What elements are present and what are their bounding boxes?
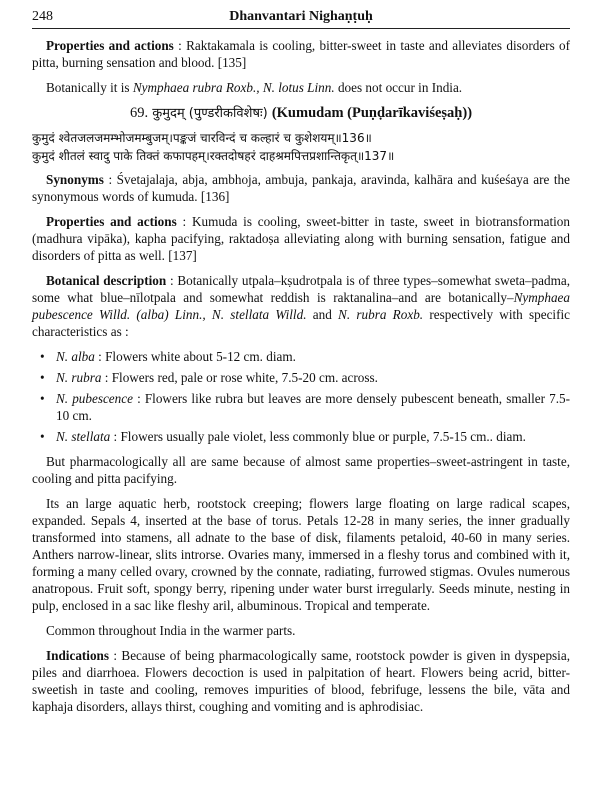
species-name: N. alba: [56, 349, 95, 364]
page-number: 248: [32, 9, 53, 24]
species-list: [32, 348, 570, 445]
text-synonyms: : Śvetajalaja, abja, ambhoja, ambuja, pankaja, aravinda, kalhāra and kuśeśaya are the synonymous words of kumuda. [136]: [32, 172, 570, 204]
sanskrit-verses: [32, 129, 570, 165]
label-synonyms: Synonyms: [46, 172, 104, 187]
pharmacology-paragraph: But pharmacologically all are same because of almost same properties–sweet-astringent in taste, cooling and pitta pacifying.: [32, 454, 570, 486]
species-text: : Flowers red, pale or rose white, 7.5-20 cm. across.: [101, 370, 378, 385]
distribution-paragraph: Common throughout India in the warmer parts.: [46, 623, 296, 638]
list-item: [32, 390, 570, 424]
section-sanskrit: कुमुदम् (पुण्डरीकविशेषः): [148, 106, 272, 121]
botanical-note-italic: Nymphaea rubra Roxb., N. lotus Linn.: [132, 80, 335, 95]
verse-line: कुमुदं शीतलं स्वादु पाके तिक्तं कफापहम्।रक्तदोषहरं दाहश्रमपित्तप्रशान्तिकृत्॥137॥: [32, 149, 395, 163]
text-properties: : Kumuda is cooling, sweet-bitter in taste, sweet in biotransformation (madhura vipāka), kapha pacifying, raktadoṣa alleviating along with burning sensation, fatigue and disorders of pitta as well. [137]: [32, 214, 570, 263]
botdesc-text: respectively with specific characteristics as :: [32, 307, 571, 339]
text-indications: : Because of being pharmacologically same, rootstock powder is given in dyspepsia, piles and diarrhoea. Flowers decoction is used in palpitation of heart. Flowers being acrid, bitter-sweetish in taste and cooling, removes impurities of blood, febrifuge, lessens the bile, vāta and kaphaja disorders, allays thirst, coughing and vomiting and is aphrodisiac.: [32, 648, 570, 714]
list-item: [32, 428, 570, 445]
botdesc-text: : Botanically utpala–kṣudrotpala is of three types–somewhat sweta–padma, some what blue–nīlotpala and somewhat reddish is raktanalina–and are botanically–: [32, 273, 571, 305]
running-title: Dhanvantari Nighaṇṭuḥ: [229, 9, 373, 24]
label-properties: Properties and actions: [46, 214, 177, 229]
botanical-note-post: does not occur in India.: [334, 80, 463, 95]
species-name: N. rubra: [56, 370, 102, 385]
botanical-description-paragraph: [32, 272, 570, 340]
species-text: : Flowers white about 5-12 cm. diam.: [94, 349, 296, 364]
botanical-note: [32, 79, 570, 96]
species-name: N. stellata: [56, 429, 111, 444]
list-item: [32, 369, 570, 386]
label-botanical-description: Botanical description: [46, 273, 167, 288]
properties-actions-kumuda: [32, 213, 570, 264]
bullet-icon: •: [40, 429, 45, 444]
herb-description-paragraph: Its an large aquatic herb, rootstock creeping; flowers large floating on large radical scapes, expanded. Sepals 4, inserted at the base of torus. Petals 12-28 in many series, the inner gradually transformed into stamens, all adnate to the base of disk, filaments petaloid, 40-60 in many series. Anthers narrow-linear, slits introrse. Ovaries many, immersed in a fleshy torus and combined with it, forming a many celled ovary, crowned by the connate, radiating, furrowed stigmas. Ovules numerous anatropous. Fruit soft, spongy berry, ripening under water burst irregularly. Seeds minute, nesting in pulp, enclosed in a sac like fleshy aril, albuminous. Tropical and temperate.: [32, 496, 570, 613]
section-number: 69.: [129, 105, 149, 121]
bullet-icon: •: [40, 370, 45, 385]
section-heading: [32, 104, 570, 123]
indications-paragraph: [32, 647, 570, 715]
species-text: : Flowers like rubra but leaves are more densely pubescent beneath, smaller 7.5-10 cm.: [56, 391, 570, 423]
text-properties: : Raktakamala is cooling, bitter-sweet in taste and alleviates disorders of pitta, burning sensation and blood. [135]: [32, 38, 570, 70]
species-name: N. pubescence: [56, 391, 133, 406]
section-roman: (Kumudam (Puṇḍarīkaviśeṣaḥ)): [271, 105, 473, 121]
page-header: [32, 6, 570, 29]
botdesc-italic: Nymphaea pubescence Willd. (alba) Linn., N. stellata Willd.: [32, 290, 570, 322]
synonyms-paragraph: [32, 171, 570, 205]
properties-actions-raktakamala: [32, 37, 570, 71]
species-text: : Flowers usually pale violet, less commonly blue or purple, 7.5-15 cm.. diam.: [110, 429, 526, 444]
verse-line: कुमुदं श्वेतजलजमम्भोजमम्बुजम्।पङ्कजं चारविन्दं च कल्हारं च कुशेशयम्॥136॥: [32, 131, 372, 145]
label-indications: Indications: [46, 648, 110, 663]
list-item: [32, 348, 570, 365]
botdesc-text: and: [306, 307, 339, 322]
botanical-note-pre: Botanically it is: [46, 80, 133, 95]
botdesc-italic: N. rubra Roxb.: [338, 307, 424, 322]
bullet-icon: •: [40, 349, 45, 364]
label-properties: Properties and actions: [46, 38, 174, 53]
bullet-icon: •: [40, 391, 45, 406]
